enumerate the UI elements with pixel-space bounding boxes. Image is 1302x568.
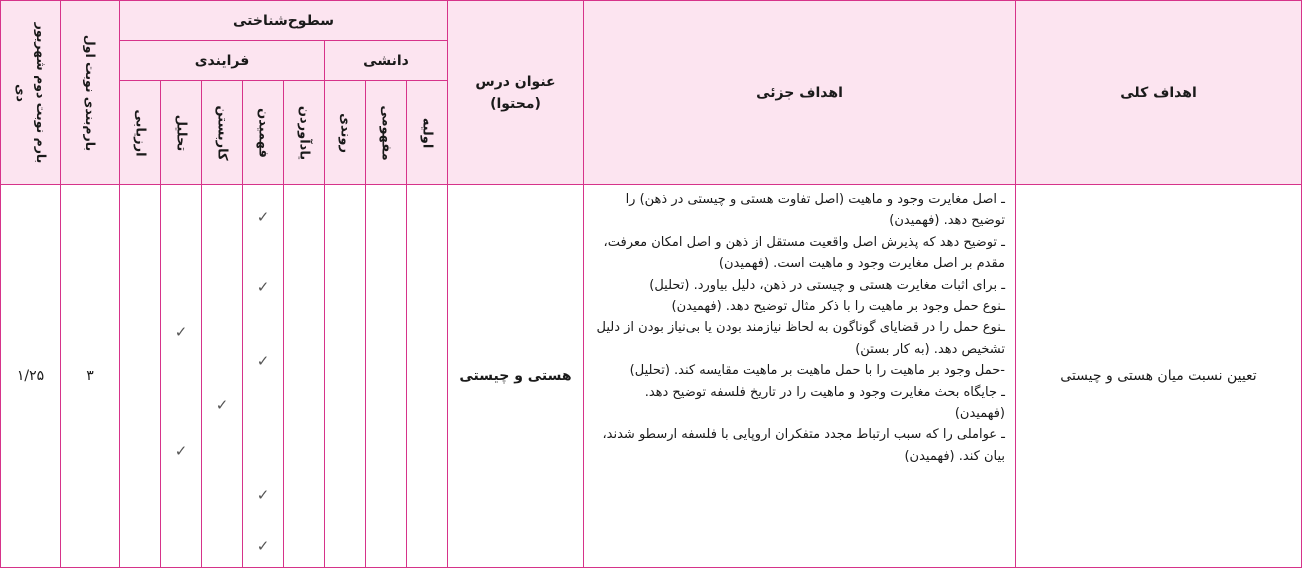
header-conceptual — [365, 80, 407, 185]
header-knowledge — [324, 40, 448, 81]
objective-item: ـ عواملی را که سبب ارتباط مجدد متفکران اروپایی با فلسفه ارسطو شدند، بیان کند. (فهمیدن) — [602, 427, 1005, 464]
check-mark-icon: ✓ — [256, 208, 270, 226]
header-specific-goals — [583, 0, 1016, 185]
objective-item: ـ اصل مغایرت وجود و ماهیت (اصل تفاوت هستی و چیستی در ذهن) را توضیح دهد. (فهمیدن) — [625, 192, 1005, 229]
overall-goal-cell — [1015, 184, 1302, 568]
header-score-first-term-label: بارم‌بندی نوبت اول — [83, 34, 98, 151]
header-analyzing-label: تحلیل — [173, 114, 189, 151]
procedural-cell — [324, 184, 366, 568]
header-process — [119, 40, 325, 81]
objective-item: ـ برای اثبات مغایرت هستی و چیستی در ذهن، دلیل بیاورد. (تحلیل) — [649, 277, 1005, 293]
header-cognitive-levels — [119, 0, 448, 41]
check-mark-icon: ✓ — [256, 486, 270, 504]
header-overall-goals-label: اهداف کلی — [1120, 84, 1197, 101]
header-remembering — [283, 80, 325, 185]
header-evaluating-label: ارزیابی — [132, 108, 148, 157]
header-score-second-term — [0, 0, 61, 185]
header-procedural — [324, 80, 366, 185]
header-score-second-term-label: بارم نوبت دوم شهریور دی — [13, 22, 49, 163]
objective-item: ـنوع حمل را در قضایای گوناگون به لحاظ نیازمند بودن یا بی‌نیاز بودن از دلیل تشخیص دهد. (به کار بستن) — [596, 320, 1005, 357]
header-process-label: فرایندی — [194, 52, 250, 69]
header-remembering-label: یادآوردن — [296, 105, 312, 160]
header-specific-goals-label: اهداف جزئی — [756, 84, 843, 101]
header-applying-label: کاربستن — [214, 104, 230, 161]
header-applying — [201, 80, 243, 185]
objective-item: -حمل وجود بر ماهیت را با حمل ماهیت بر ماهیت مقایسه کند. (تحلیل) — [629, 363, 1005, 379]
score-first-term-value: ۳ — [86, 368, 94, 384]
header-evaluating — [119, 80, 161, 185]
conceptual-cell — [365, 184, 407, 568]
header-understanding-label: فهمیدن — [255, 107, 271, 158]
header-understanding — [242, 80, 284, 185]
header-lesson-title — [447, 0, 584, 185]
lesson-title-cell — [447, 184, 584, 568]
understanding-cell — [242, 184, 284, 568]
score-second-term-cell — [0, 184, 61, 568]
check-mark-icon: ✓ — [215, 396, 229, 414]
score-first-term-cell — [60, 184, 120, 568]
header-primary — [406, 80, 448, 185]
analyzing-cell — [160, 184, 202, 568]
header-conceptual-label: مفهومی — [378, 104, 394, 161]
header-procedural-label: روندی — [337, 112, 353, 153]
lesson-title-text: هستی و چیستی — [459, 368, 572, 384]
applying-cell — [201, 184, 243, 568]
overall-goal-text: تعیین نسبت میان هستی و چیستی — [1060, 368, 1257, 384]
specific-goals-cell — [583, 184, 1016, 568]
header-analyzing — [160, 80, 202, 185]
check-mark-icon: ✓ — [174, 323, 188, 341]
header-score-first-term — [60, 0, 120, 185]
header-primary-label: اولیه — [419, 117, 435, 148]
header-cognitive-levels-label: سطوح‌شناختی — [233, 12, 334, 29]
evaluating-cell — [119, 184, 161, 568]
remembering-cell — [283, 184, 325, 568]
primary-cell — [406, 184, 448, 568]
objective-item: ـ توضیح دهد که پذیرش اصل واقعیت مستقل از ذهن و اصل امکان معرفت، مقدم بر اصل مغایرت وجود و ماهیت است. (فهمیدن) — [603, 234, 1005, 272]
check-mark-icon: ✓ — [174, 442, 188, 460]
header-knowledge-label: دانشی — [363, 52, 409, 69]
score-second-term-value: ۱/۲۵ — [16, 368, 45, 384]
objective-item: ـ جایگاه بحث مغایرت وجود و ماهیت را در تاریخ فلسفه توضیح دهد. (فهمیدن) — [644, 384, 1005, 422]
header-overall-goals — [1015, 0, 1302, 185]
check-mark-icon: ✓ — [256, 278, 270, 296]
check-mark-icon: ✓ — [256, 352, 270, 370]
header-lesson-title-label: عنوان درس (محتوا) — [475, 73, 556, 112]
check-mark-icon: ✓ — [256, 537, 270, 555]
objective-item: ـنوع حمل وجود بر ماهیت را با ذکر مثال توضیح دهد. (فهمیدن) — [671, 299, 1005, 315]
